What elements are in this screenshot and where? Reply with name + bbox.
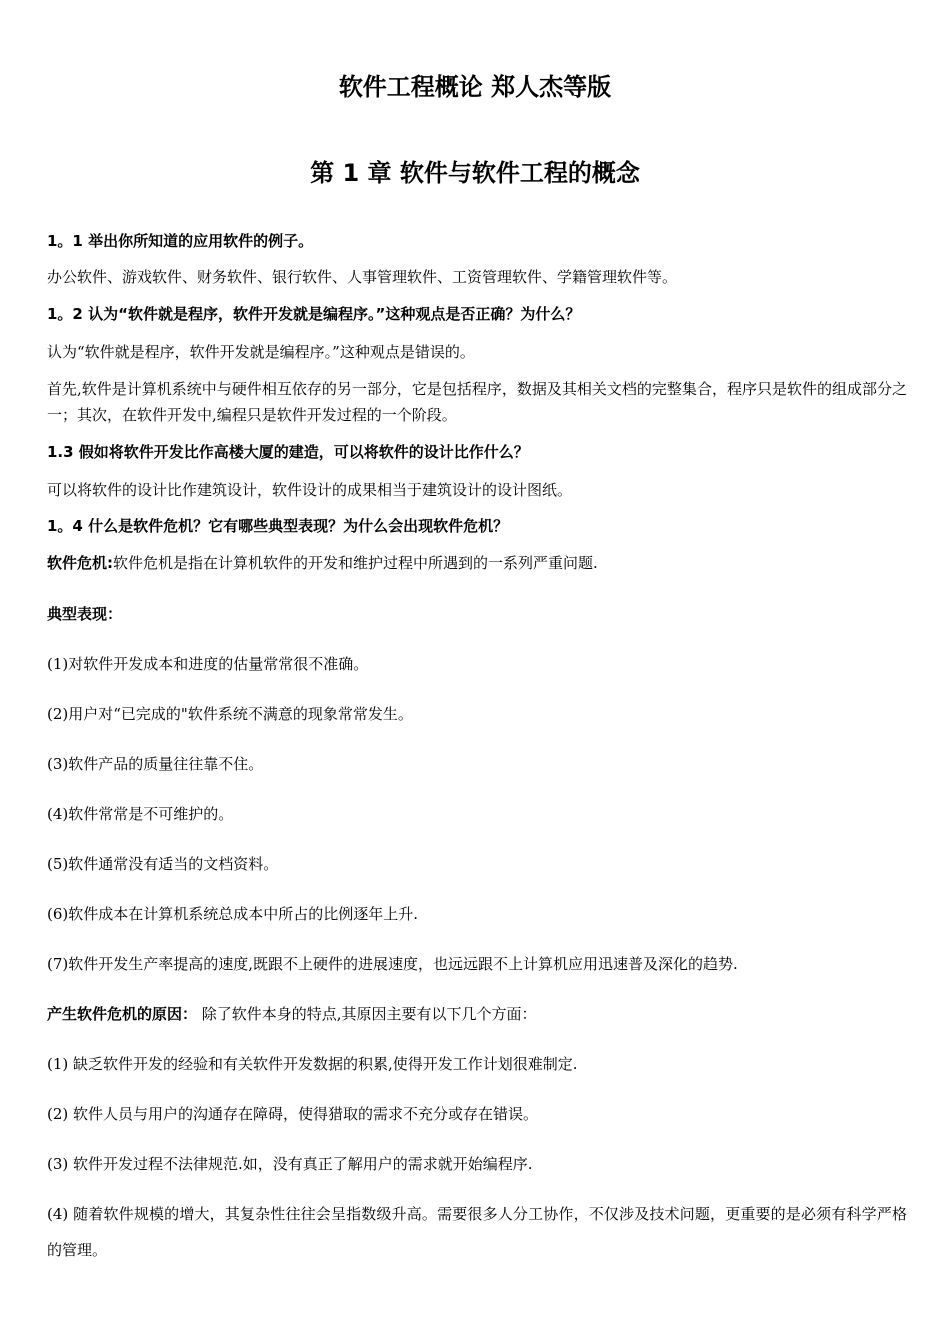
symptom-item: (6)软件成本在计算机系统总成本中所占的比例逐年上升. <box>47 905 419 923</box>
question-1-4: 1。4 什么是软件危机？它有哪些典型表现？为什么会出现软件危机？ <box>47 517 509 535</box>
answer-1-2-explanation: 首先,软件是计算机系统中与硬件相互依存的另一部分，它是包括程序，数据及其相关文档的完整集合，程序只是软件的组成部分之一；其次，在软件开发中,编程只是软件开发过程的一个阶段。 <box>47 380 907 424</box>
symptom-item: (4)软件常常是不可维护的。 <box>47 805 234 823</box>
question-1-1: 1。1 举出你所知道的应用软件的例子。 <box>47 232 314 250</box>
symptom-item: (3)软件产品的质量往往靠不住。 <box>47 755 264 773</box>
software-crisis-definition <box>47 553 907 573</box>
causes-intro <box>47 1004 907 1024</box>
symptom-item: (1)对软件开发成本和进度的估量常常很不准确。 <box>47 655 369 673</box>
question-1-2: 1。2 认为“软件就是程序，软件开发就是编程序。”这种观点是否正确？为什么？ <box>47 305 581 323</box>
chapter-title: 第 1 章 软件与软件工程的概念 <box>310 159 640 187</box>
cause-item: (3) 软件开发过程不法律规范.如，没有真正了解用户的需求就开始编程序. <box>47 1155 533 1173</box>
causes-label: 产生软件危机的原因： <box>47 1005 198 1023</box>
symptom-item: (5)软件通常没有适当的文档资料。 <box>47 855 279 873</box>
document-title: 软件工程概论 郑人杰等版 <box>338 73 612 101</box>
definition-text: 软件危机是指在计算机软件的开发和维护过程中所遇到的一系列严重问题. <box>113 554 598 572</box>
definition-label: 软件危机: <box>47 554 113 572</box>
cause-item: (4) 随着软件规模的增大，其复杂性往往会呈指数级升高。需要很多人分工协作，不仅涉及技术问题，更重要的是必须有科学严格的管理。 <box>47 1205 907 1259</box>
answer-1-1: 办公软件、游戏软件、财务软件、银行软件、人事管理软件、工资管理软件、学籍管理软件等。 <box>47 268 678 286</box>
answer-1-2-conclusion: 认为“软件就是程序，软件开发就是编程序。”这种观点是错误的。 <box>47 343 475 361</box>
cause-item: (1) 缺乏软件开发的经验和有关软件开发数据的积累,使得开发工作计划很难制定. <box>47 1055 578 1073</box>
symptom-item: (2)用户对“已完成的"软件系统不满意的现象常常发生。 <box>47 705 413 723</box>
symptom-item: (7)软件开发生产率提高的速度,既跟不上硬件的进展速度，也远远跟不上计算机应用迅速普及深化的趋势. <box>47 955 738 973</box>
causes-intro-text: 除了软件本身的特点,其原因主要有以下几个方面： <box>197 1005 537 1023</box>
question-1-3: 1.3 假如将软件开发比作高楼大厦的建造，可以将软件的设计比作什么？ <box>47 443 529 461</box>
cause-item: (2) 软件人员与用户的沟通存在障碍，使得猎取的需求不充分或存在错误。 <box>47 1105 539 1123</box>
answer-1-3: 可以将软件的设计比作建筑设计，软件设计的成果相当于建筑设计的设计图纸。 <box>47 481 573 499</box>
symptoms-heading: 典型表现： <box>47 605 123 623</box>
